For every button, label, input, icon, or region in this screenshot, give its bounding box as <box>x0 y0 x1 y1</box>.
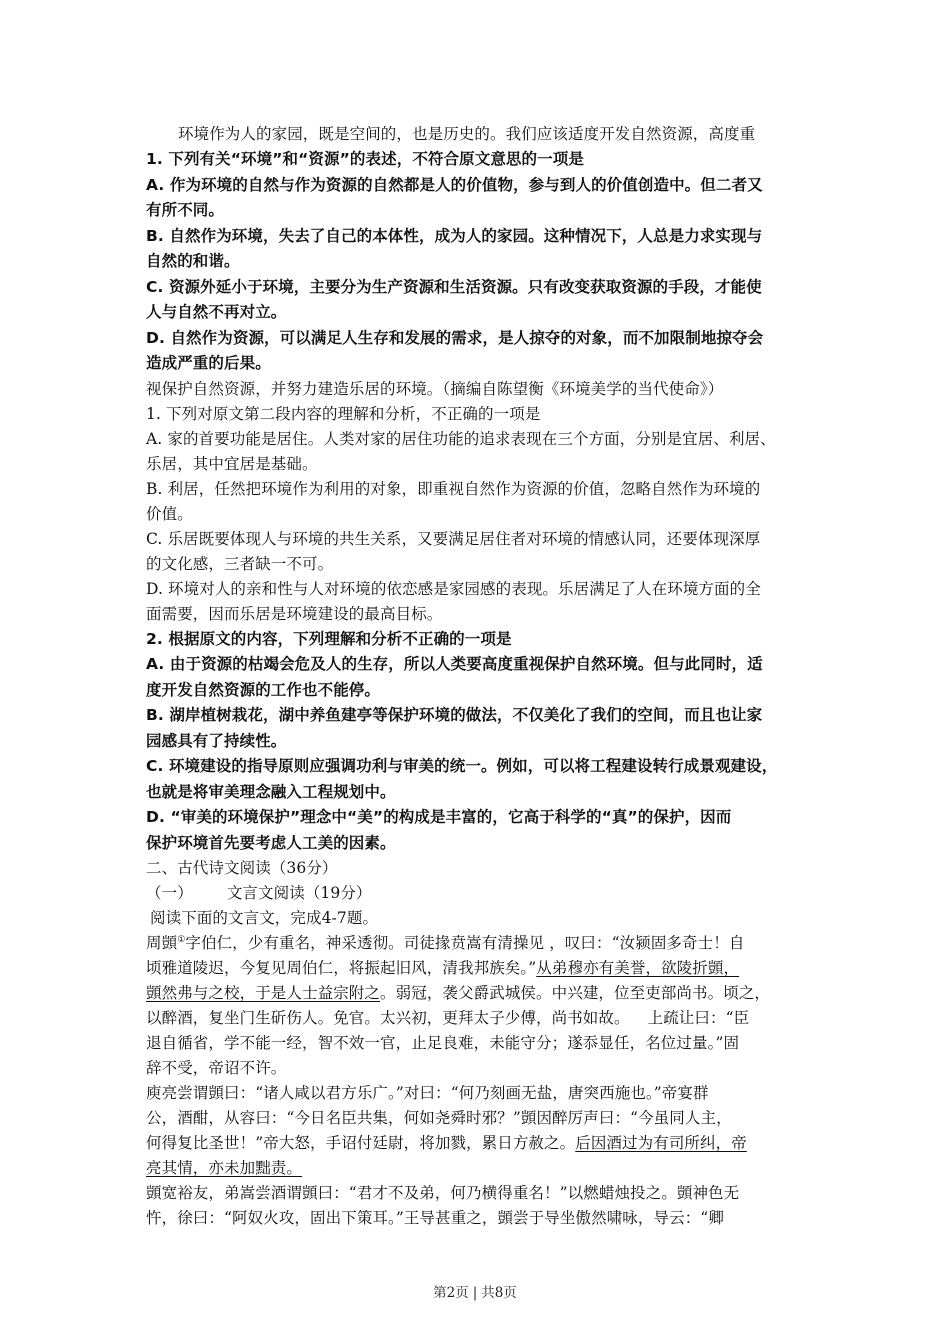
passage-line: 公，酒酣，从容曰：“今日名臣共集，何如尧舜时邪？”顗因醉厉声曰：“今虽同人主， <box>146 1109 732 1127</box>
underlined-sentence: 顗然弗与之校，于是人士益宗附之 <box>146 984 381 1002</box>
passage-line: 周顗①字伯仁，少有重名，神采透彻。司徒掾贲嵩有清操见 ，叹曰：“汝颍固多奇士！自 <box>146 934 745 952</box>
option-a-cont: 度开发自然资源的工作也不能停。 <box>146 680 381 699</box>
underlined-sentence: 亮其情，亦未加黜责。 <box>146 1159 303 1177</box>
classical-passage <box>146 931 811 1231</box>
subsection-heading <box>146 881 811 906</box>
document-page <box>146 122 811 1231</box>
footnote-marker: ① <box>177 934 186 945</box>
passage-line: 退自循省，学不能一经，智不效一官，止足良难，未能守分；遂忝显任，名位过量。”固 <box>146 1034 740 1052</box>
passage-line: 顷雅道陵迟，今复见周伯仁，将振起旧风，清我邦族矣。”从弟穆亦有美誉，欲陵折顗， <box>146 959 740 977</box>
option-a-cont: 乐居，其中宜居是基础。 <box>146 454 318 473</box>
option-a-cont: 有所不同。 <box>146 201 225 219</box>
section-title: 二、古代诗文阅读（36分） <box>146 859 338 877</box>
passage-line: 庾亮尝谓顗曰：“诸人咸以君方乐广。”对曰：“何乃刻画无盐，唐突西施也。”帝宴群 <box>146 1084 709 1102</box>
page-number: 第2页 <box>433 1285 469 1301</box>
passage-line <box>146 1156 811 1181</box>
option-d: D. 自然作为资源，可以满足人生存和发展的需求，是人掠夺的对象，而不加限制地掠夺会 <box>146 328 764 347</box>
option-c: C. 环境建设的指导原则应强调功利与审美的统一。例如，可以将工程建设转行成景观建设， <box>146 757 778 775</box>
intro-line: 环境作为人的家园，既是空间的，也是历史的。我们应该适度开发自然资源，高度重 <box>178 125 756 143</box>
instruction-line: 阅读下面的文言文，完成4-7题。 <box>150 909 379 927</box>
question-1-normal-block <box>146 402 811 627</box>
passage-line: 何得复比圣世！”帝大怒，手诏付廷尉，将加戮，累日方赦之。后因酒过为有司所纠，帝 <box>146 1134 747 1152</box>
option-b: B. 湖岸植树栽花，湖中养鱼建亭等保护环境的做法，不仅美化了我们的空间，而且也让家 <box>146 706 763 724</box>
footer-separator: | <box>472 1285 478 1301</box>
option-a: A. 作为环境的自然与作为资源的自然都是人的价值物，参与到人的价值创造中。但二者又 <box>146 175 763 194</box>
option-c-cont: 的文化感，三者缺一不可。 <box>146 554 334 573</box>
option-c: C. 乐居既要体现人与环境的共生关系，又要满足居住者对环境的情感认同，还要体现深厚 <box>146 529 761 548</box>
question-1-bold-block <box>146 147 811 377</box>
option-b-cont: 园感具有了持续性。 <box>146 731 287 750</box>
continuation-line: 视保护自然资源，并努力建造乐居的环境。（摘编自陈望衡《环境美学的当代使命》） <box>146 379 724 398</box>
option-a: A. 由于资源的枯竭会危及人的生存，所以人类要高度重视保护自然环境。但与此同时，适 <box>146 655 763 673</box>
passage-line: 顗宽裕友，弟嵩尝酒谓顗曰：“君才不及弟，何乃横得重名！”以燃蜡烛投之。顗神色无 <box>146 1184 740 1202</box>
passage-line: 以醉酒，复坐门生斫伤人。免官。太兴初，更拜太子少傅，尚书如故。 上疏让曰：“臣 <box>146 1009 750 1027</box>
question-2-bold-block <box>146 627 811 857</box>
option-b-cont: 自然的和谐。 <box>146 252 240 270</box>
option-d-cont: 保护环境首先要考虑人工美的因素。 <box>146 833 396 852</box>
page-footer <box>0 1281 950 1301</box>
passage-line: 辞不受，帝诏不许。 <box>146 1059 287 1077</box>
subsection-title: 文言文阅读（19分） <box>226 884 372 902</box>
option-a: A. 家的首要功能是居住。人类对家的居住功能的追求表现在三个方面，分别是宜居、利居、 <box>146 429 776 448</box>
option-d: D. “审美的环境保护”理念中“美”的构成是丰富的，它高于科学的“真”的保护，因而 <box>146 808 732 826</box>
page-total: 共8页 <box>481 1285 517 1301</box>
underlined-sentence: 后因酒过为有司所纠，帝 <box>575 1134 747 1152</box>
option-c-cont: 也就是将审美理念融入工程规划中。 <box>146 782 396 801</box>
passage-line: 顗然弗与之校，于是人士益宗附之。弱冠，袭父爵武城侯。中兴建，位至吏部尚书。顷之， <box>146 984 771 1002</box>
subsection-number: （一） <box>146 884 193 902</box>
passage-line: 忤，徐曰：“阿奴火攻，固出下策耳。”王导甚重之，顗尝于导坐傲然啸咏，导云：“卿 <box>146 1209 724 1227</box>
question-stem: 1. 下列有关“环境”和“资源”的表述，不符合原文意思的一项是 <box>146 150 584 168</box>
option-c: C. 资源外延小于环境，主要分为生产资源和生活资源。只有改变获取资源的手段，才能使 <box>146 277 762 296</box>
option-b-cont: 价值。 <box>146 504 193 523</box>
option-d: D. 环境对人的亲和性与人对环境的依恋感是家园感的表现。乐居满足了人在环境方面的全 <box>146 579 761 598</box>
option-d-cont: 面需要，因而乐居是环境建设的最高目标。 <box>146 604 443 623</box>
question-stem: 2. 根据原文的内容，下列理解和分析不正确的一项是 <box>146 629 512 648</box>
underlined-sentence: 从弟穆亦有美誉，欲陵折顗， <box>536 959 740 977</box>
option-b: B. 自然作为环境，失去了自己的本体性，成为人的家园。这种情况下，人总是力求实现与 <box>146 226 763 245</box>
question-stem: 1. 下列对原文第二段内容的理解和分析，不正确的一项是 <box>146 404 541 423</box>
option-c-cont: 人与自然不再对立。 <box>146 303 287 321</box>
option-b: B. 利居，任然把环境作为利用的对象，即重视自然作为资源的价值，忽略自然作为环境的 <box>146 479 761 498</box>
option-d-cont: 造成严重的后果。 <box>146 354 271 372</box>
